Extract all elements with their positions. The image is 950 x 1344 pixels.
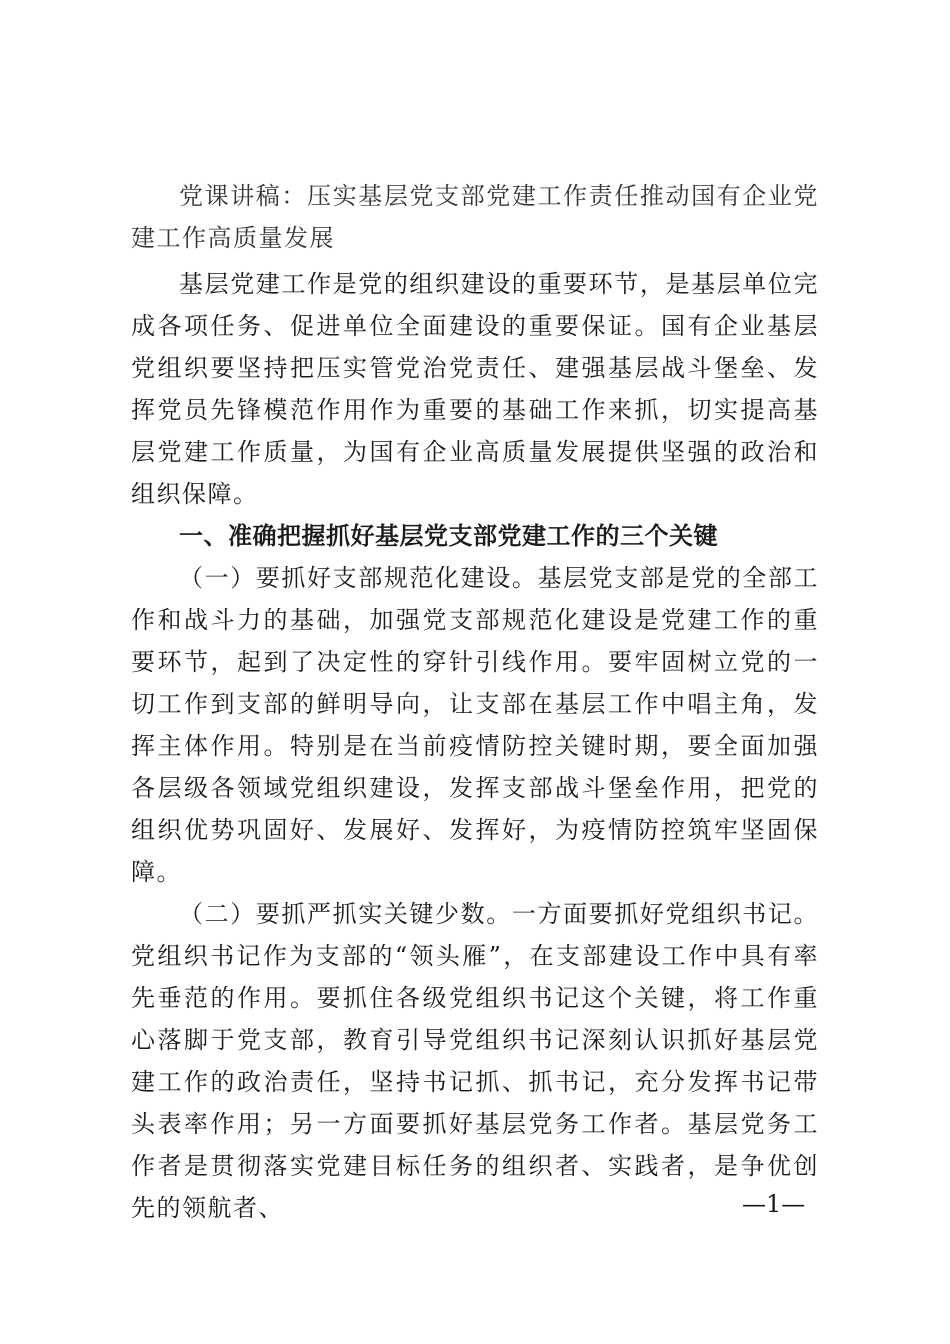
document-body	[131, 175, 819, 1229]
section-heading-1: 一、准确把握抓好基层党支部党建工作的三个关键	[179, 522, 718, 550]
subsection-1-body: 基层党支部是党的全部工作和战斗力的基础，加强党支部规范化建设是党建工作的重要环节，起到了决定性的穿针引线作用。要牢固树立党的一切工作到支部的鲜明导向，让支部在基层工作中唱主角，发挥主体作用。特别是在当前疫情防控关键时期，要全面加强各层级各领域党组织建设，发挥支部战斗堡垒作用，把党的组织优势巩固好、发展好、发挥好，为疫情防控筑牢坚固保障。	[131, 564, 820, 886]
page-number: —1—	[742, 1190, 806, 1218]
subsection-2-paragraph	[131, 893, 819, 1229]
subsection-2-heading: （二）要抓严抓实关键少数。	[179, 900, 512, 928]
intro-paragraph: 基层党建工作是党的组织建设的重要环节，是基层单位完成各项任务、促进单位全面建设的重要保证。国有企业基层党组织要坚持把压实管党治党责任、建强基层战斗堡垒、发挥党员先锋模范作用作为重要的基础工作来抓，切实提高基层党建工作质量，为国有企业高质量发展提供坚强的政治和组织保障。	[131, 270, 819, 508]
subsection-1-paragraph	[131, 557, 819, 893]
document-title: 党课讲稿：压实基层党支部党建工作责任推动国有企业党建工作高质量发展	[131, 182, 819, 252]
subsection-2-body: 一方面要抓好党组织书记。党组织书记作为支部的“领头雁”，在支部建设工作中具有率先垂范的作用。要抓住各级党组织书记这个关键，将工作重心落脚于党支部，教育引导党组织书记深刻认识抓好基层党建工作的政治责任，坚持书记抓、抓书记，充分发挥书记带头表率作用；另一方面要抓好基层党务工作者。基层党务工作者是贯彻落实党建目标任务的组织者、实践者，是争优创先的领航者、	[131, 900, 820, 1222]
subsection-1-heading: （一）要抓好支部规范化建设。	[179, 564, 538, 592]
